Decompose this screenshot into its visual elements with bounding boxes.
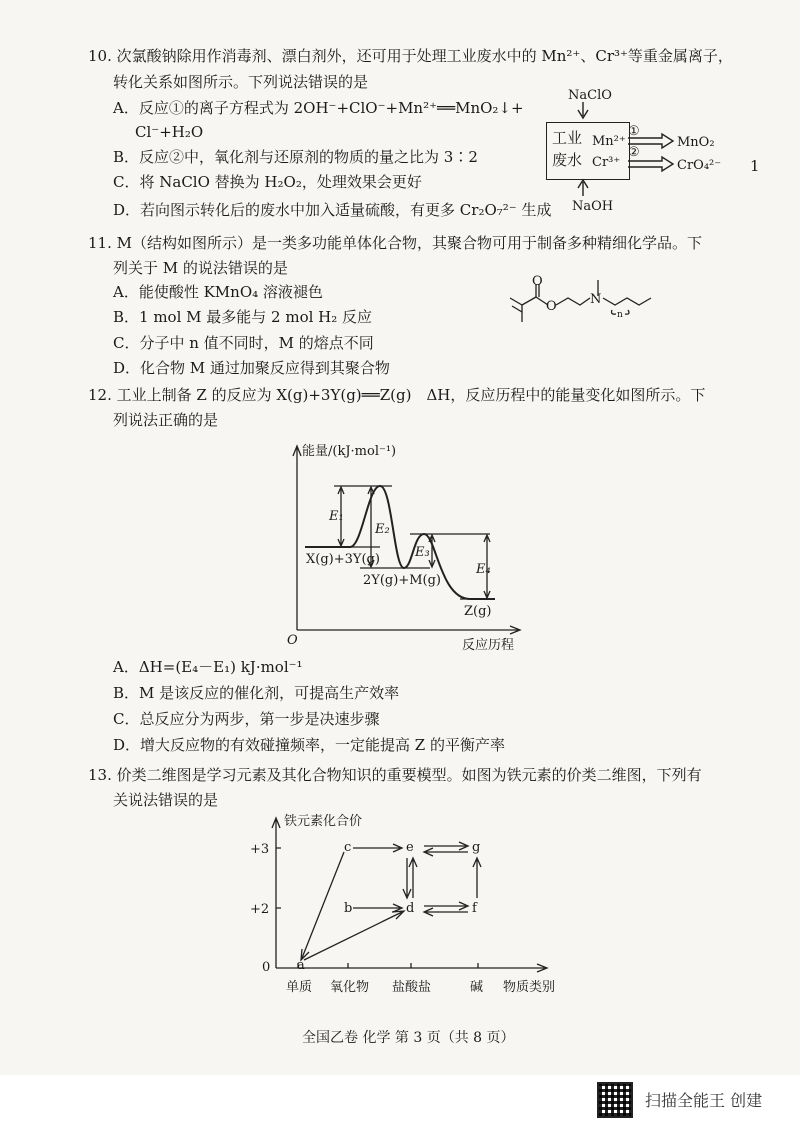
q10-stem-line2: 转化关系如图所示。下列说法错误的是 [113,73,369,91]
point-c: c [344,840,352,855]
q11-stem-line1: 11. M（结构如图所示）是一类多功能单体化合物，其聚合物可用于制备多种精细化学品。下 [88,234,702,252]
point-e: e [406,840,414,855]
x-tick-chloride: 盐酸盐 [392,980,432,995]
q10-option-b: B．反应②中，氧化剂与还原剂的物质的量之比为 3∶2 [113,148,478,166]
wastewater-label-1: 工业 [552,129,583,147]
x-tick-oxide: 氧化物 [330,980,370,995]
x-tick-base: 碱 [470,980,484,995]
q13-stem-line1: 13. 价类二维图是学习元素及其化合物知识的重要模型。如图为铁元素的价类二维图，下列有 [88,766,702,784]
scanner-watermark: 扫描全能王 创建 [645,1091,763,1110]
q12-stem-line1: 12. 工业上制备 Z 的反应为 X(g)+3Y(g)══Z(g) ΔH，反应历程中的能量变化如图所示。下 [88,386,706,404]
step-2-marker: ② [628,145,640,160]
arrow-a-d [304,911,404,960]
end-level-label: Z(g) [464,604,492,619]
point-d: d [406,901,415,916]
valence-axis-label: 铁元素化合价 [284,814,363,829]
point-b: b [344,901,353,916]
energy-axis-label: 能量/(kJ·mol⁻¹) [302,444,397,459]
progress-axis-label: 反应历程 [462,638,515,653]
e4-label: E₄ [476,562,491,577]
struct-n-subscript: n [617,310,623,320]
start-level-label: X(g)+3Y(g) [306,552,380,567]
q10-option-a-line1: A．反应①的离子方程式为 2OH⁻+ClO⁻+Mn²⁺══MnO₂↓+ [113,99,524,117]
point-a: a [297,958,305,973]
y-tick-zero: 0 [262,960,271,975]
y-tick-plus2: +2 [250,902,270,917]
arrow-c-e [353,844,402,852]
page-footer: 全国乙卷 化学 第 3 页（共 8 页） [302,1030,515,1046]
q12-option-d: D．增大反应物的有效碰撞频率，一定能提高 Z 的平衡产率 [113,736,505,754]
q11-option-b: B．1 mol M 最多能与 2 mol H₂ 反应 [113,308,373,326]
step-1-marker: ① [628,124,640,139]
point-f: f [472,901,477,916]
ion-cr: Cr³⁺ [592,155,621,170]
q10-stem-line1: 10. 次氯酸钠除用作消毒剂、漂白剂外，还可用于处理工业废水中的 Mn²⁺、Cr³⁺等重金属离子， [88,47,733,65]
arrow-b-d [353,904,402,912]
x-tick-element: 单质 [286,980,313,995]
q11-option-a: A．能使酸性 KMnO₄ 溶液褪色 [113,283,323,301]
y-axis [272,818,280,968]
struct-carbonyl-o: O [532,274,543,289]
q11-option-d: D．化合物 M 通过加聚反应得到其聚合物 [113,359,390,377]
y-ticks [276,848,281,908]
ion-mn: Mn²⁺ [592,134,626,149]
origin-label: O [287,633,298,648]
margin-mark: 1 [750,157,760,175]
arrow-f-g [473,858,481,898]
q12-stem-line2: 列说法正确的是 [113,411,219,429]
x-ticks [298,963,478,968]
struct-n: N [590,292,602,307]
reagent-naoh: NaOH [572,199,614,214]
q13-stem-line2: 关说法错误的是 [113,791,219,809]
q10-option-a-line2: Cl⁻+H₂O [135,123,204,141]
category-axis-label: 物质类别 [503,980,556,995]
e1-label: E₁ [329,509,344,524]
point-g: g [472,840,481,855]
qr-code-icon [597,1082,633,1118]
q11-stem-line2: 列关于 M 的说法错误的是 [113,259,288,277]
reagent-naclo: NaClO [568,88,612,103]
q10-option-d: D．若向图示转化后的废水中加入适量硫酸，有更多 Cr₂O₇²⁻ 生成 [113,201,552,219]
y-tick-plus3: +3 [250,842,270,857]
e2-label: E₂ [375,522,390,537]
q11-option-c: C．分子中 n 值不同时，M 的熔点不同 [113,334,374,352]
product-cro4: CrO₄²⁻ [677,158,722,173]
struct-ester-o: O [546,299,557,314]
wastewater-label-2: 废水 [552,151,583,169]
product-mno2: MnO₂ [677,135,715,150]
mid-level-label: 2Y(g)+M(g) [363,573,441,588]
q10-option-c: C．将 NaClO 替换为 H₂O₂，处理效果会更好 [113,173,422,191]
q12-option-c: C．总反应分为两步，第一步是决速步骤 [113,710,380,728]
q12-option-b: B．M 是该反应的催化剂，可提高生产效率 [113,684,400,702]
e3-label: E₃ [415,545,430,560]
q12-option-a: A．ΔH=(E₄－E₁) kJ·mol⁻¹ [113,658,303,676]
